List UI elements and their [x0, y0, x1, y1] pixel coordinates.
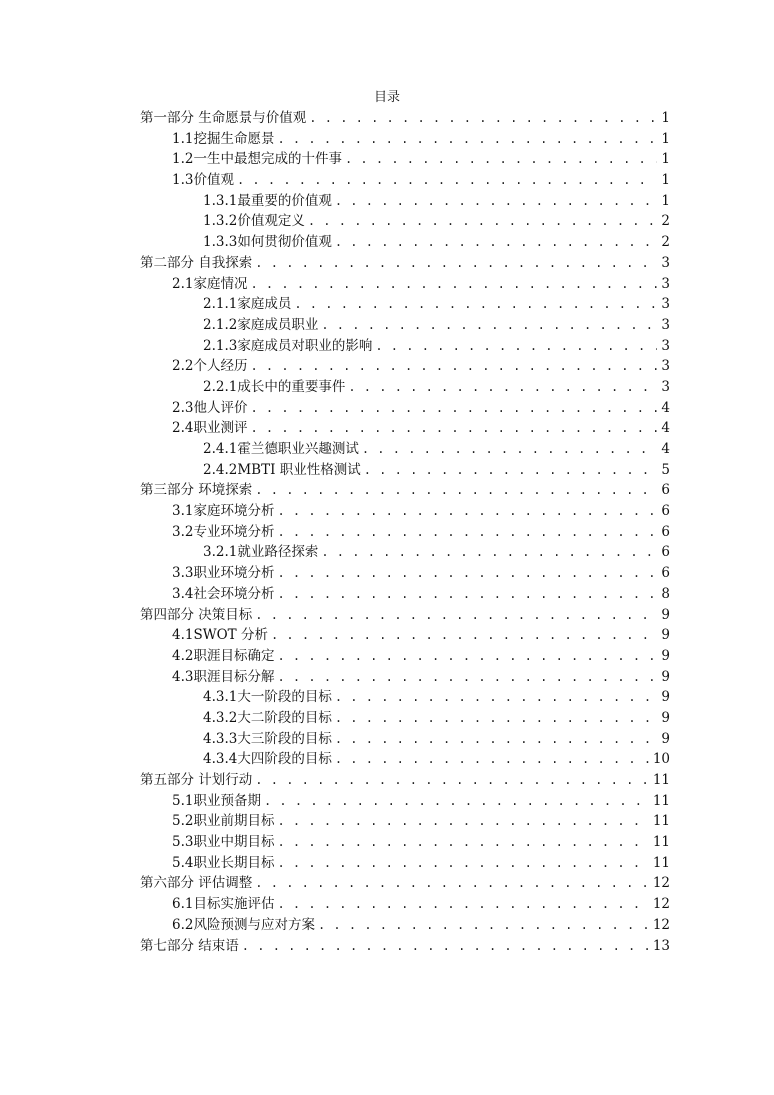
toc-entry-page-number: 4 — [661, 441, 670, 457]
dot-leader — [348, 377, 657, 398]
toc-entry[interactable] — [140, 274, 670, 295]
toc-entry-title: 2.2个人经历 — [172, 358, 248, 375]
toc-entry[interactable] — [140, 377, 670, 398]
toc-entry[interactable] — [140, 129, 670, 150]
dot-leader — [271, 625, 657, 646]
toc-entry-page-number: 11 — [652, 792, 670, 809]
toc-entry-page-number: 2 — [661, 213, 670, 230]
toc-entry-page-number: 3 — [661, 337, 670, 354]
toc-entry[interactable] — [140, 398, 670, 419]
toc-entry[interactable] — [140, 542, 670, 563]
toc-entry-title: 第一部分 生命愿景与价值观 — [140, 110, 307, 126]
toc-entry-page-number: 12 — [652, 916, 670, 933]
toc-entry-page-number: 3 — [661, 296, 670, 313]
toc-entry-title: 1.3价值观 — [172, 172, 234, 189]
toc-entry[interactable] — [140, 873, 670, 894]
toc-entry-title: 3.3职业环境分析 — [172, 565, 275, 582]
toc-entry-title: 5.3职业中期目标 — [172, 834, 275, 851]
dot-leader — [308, 211, 657, 232]
toc-entry[interactable] — [140, 480, 670, 501]
dot-leader — [277, 563, 657, 584]
toc-entry[interactable] — [140, 749, 670, 770]
dot-leader — [294, 294, 657, 315]
toc-entry[interactable] — [140, 191, 670, 212]
toc-entry-page-number: 11 — [652, 834, 670, 851]
dot-leader — [335, 687, 657, 708]
toc-entry-page-number: 3 — [661, 254, 670, 271]
toc-entry-title: 4.3.1大一阶段的目标 — [203, 689, 332, 706]
toc-entry-page-number: 1 — [661, 110, 670, 126]
dot-leader — [277, 646, 657, 667]
toc-entry-page-number: 12 — [652, 896, 670, 913]
toc-entry[interactable] — [140, 336, 670, 357]
dot-leader — [255, 770, 650, 791]
toc-entry-page-number: 6 — [661, 565, 670, 582]
dot-leader — [277, 832, 649, 853]
toc-entry-title: 1.3.1最重要的价值观 — [203, 192, 332, 209]
toc-entry-page-number: 6 — [661, 544, 670, 561]
dot-leader — [255, 605, 657, 626]
toc-entry-title: 5.1职业预备期 — [172, 792, 261, 809]
toc-entry[interactable] — [140, 315, 670, 336]
toc-entry-page-number: 3 — [661, 358, 670, 375]
dot-leader — [255, 253, 657, 274]
toc-entry[interactable] — [140, 770, 670, 791]
toc-entry-title: 2.1家庭情况 — [172, 275, 248, 292]
toc-entry[interactable] — [140, 708, 670, 729]
toc-entry-page-number: 3 — [661, 316, 670, 333]
toc-entry-title: 5.2职业前期目标 — [172, 813, 275, 830]
toc-entry-title: 第五部分 计划行动 — [140, 772, 253, 788]
dot-leader — [364, 460, 657, 481]
toc-entry-title: 4.3.2大二阶段的目标 — [203, 709, 332, 726]
toc-entry-title: 1.2一生中最想完成的十件事 — [172, 151, 342, 168]
dot-leader — [335, 729, 657, 750]
dot-leader — [237, 170, 657, 191]
dot-leader — [250, 398, 657, 419]
toc-entry-page-number: 8 — [661, 585, 670, 602]
toc-entry[interactable] — [140, 232, 670, 253]
dot-leader — [264, 791, 650, 812]
toc-entry[interactable] — [140, 501, 670, 522]
toc-entry-page-number: 9 — [661, 627, 670, 644]
toc-entry-page-number: 9 — [661, 709, 670, 726]
toc-entry[interactable] — [140, 811, 670, 832]
toc-entry[interactable] — [140, 791, 670, 812]
toc-entry-page-number: 11 — [652, 813, 670, 830]
toc-entry-title: 1.3.2价值观定义 — [203, 213, 305, 230]
toc-entry-title: 3.2.1就业路径探索 — [203, 544, 319, 561]
table-of-contents — [140, 108, 670, 956]
toc-entry-title: 4.3.3大三阶段的目标 — [203, 730, 332, 747]
toc-entry-title: 5.4职业长期目标 — [172, 854, 275, 871]
toc-entry[interactable] — [140, 894, 670, 915]
toc-entry-title: 4.2职涯目标确定 — [172, 647, 275, 664]
dot-leader — [277, 584, 657, 605]
toc-entry-page-number: 9 — [661, 689, 670, 706]
toc-entry-title: 6.1目标实施评估 — [172, 896, 275, 913]
dot-leader — [335, 191, 657, 212]
dot-leader — [277, 894, 649, 915]
toc-entry-page-number: 9 — [661, 647, 670, 664]
toc-entry-page-number: 9 — [661, 730, 670, 747]
toc-entry-title: 第四部分 决策目标 — [140, 606, 253, 623]
dot-leader — [277, 129, 657, 150]
toc-entry-page-number: 5 — [661, 461, 670, 478]
toc-entry-page-number: 3 — [661, 275, 670, 292]
toc-entry-title: 4.1SWOT 分析 — [172, 627, 268, 644]
toc-entry[interactable] — [140, 625, 670, 646]
toc-entry-title: 2.4.2MBTI 职业性格测试 — [203, 461, 361, 478]
toc-entry-title: 3.1家庭环境分析 — [172, 503, 275, 520]
dot-leader — [277, 811, 649, 832]
dot-leader — [309, 108, 657, 129]
toc-entry-title: 2.1.1家庭成员 — [203, 296, 292, 313]
dot-leader — [277, 667, 657, 688]
toc-entry[interactable] — [140, 439, 670, 460]
toc-entry-title: 2.1.3家庭成员对职业的影响 — [203, 337, 373, 354]
toc-entry-page-number: 6 — [661, 523, 670, 540]
toc-entry-title: 1.3.3如何贯彻价值观 — [203, 234, 332, 251]
dot-leader — [250, 418, 657, 439]
dot-leader — [242, 936, 650, 957]
dot-leader — [362, 439, 657, 460]
toc-entry[interactable] — [140, 563, 670, 584]
toc-entry[interactable] — [140, 605, 670, 626]
toc-entry-page-number: 9 — [661, 606, 670, 623]
toc-entry[interactable] — [140, 832, 670, 853]
toc-entry[interactable] — [140, 915, 670, 936]
toc-entry[interactable] — [140, 253, 670, 274]
dot-leader — [318, 915, 650, 936]
dot-leader — [277, 853, 649, 874]
toc-entry[interactable] — [140, 460, 670, 481]
toc-entry-title: 4.3.4大四阶段的目标 — [203, 751, 332, 768]
toc-entry[interactable] — [140, 149, 670, 170]
toc-entry-title: 4.3职涯目标分解 — [172, 668, 275, 685]
page-title: 目录 — [373, 90, 400, 105]
dot-leader — [250, 274, 657, 295]
toc-entry[interactable] — [140, 687, 670, 708]
toc-entry[interactable] — [140, 853, 670, 874]
toc-entry-page-number: 1 — [661, 192, 670, 209]
toc-entry[interactable] — [140, 170, 670, 191]
toc-entry[interactable] — [140, 584, 670, 605]
toc-entry-page-number: 9 — [661, 668, 670, 685]
toc-entry-title: 3.2专业环境分析 — [172, 523, 275, 540]
dot-leader — [321, 542, 657, 563]
toc-entry-title: 2.3他人评价 — [172, 399, 248, 416]
toc-entry-title: 第七部分 结束语 — [140, 937, 239, 954]
toc-entry[interactable] — [140, 667, 670, 688]
dot-leader — [335, 708, 657, 729]
toc-entry[interactable] — [140, 522, 670, 543]
toc-entry-page-number: 1 — [661, 172, 670, 189]
toc-entry-title: 3.4社会环境分析 — [172, 585, 275, 602]
toc-entry-page-number: 6 — [661, 503, 670, 520]
toc-entry[interactable] — [140, 729, 670, 750]
dot-leader — [255, 480, 657, 501]
toc-entry[interactable] — [140, 356, 670, 377]
toc-entry-page-number: 1 — [661, 151, 670, 168]
toc-entry-page-number: 3 — [661, 378, 670, 395]
dot-leader — [375, 336, 657, 357]
toc-entry-title: 第六部分 评估调整 — [140, 875, 253, 892]
toc-entry[interactable] — [140, 294, 670, 315]
toc-entry-title: 2.2.1成长中的重要事件 — [203, 378, 346, 395]
dot-leader — [321, 315, 657, 336]
toc-entry-page-number: 13 — [652, 937, 670, 954]
toc-entry-title: 6.2风险预测与应对方案 — [172, 916, 315, 933]
toc-entry[interactable] — [140, 211, 670, 232]
toc-entry-title: 2.1.2家庭成员职业 — [203, 316, 319, 333]
toc-entry-title: 2.4.1霍兰德职业兴趣测试 — [203, 441, 359, 457]
toc-entry-title: 1.1挖掘生命愿景 — [172, 130, 275, 147]
dot-leader — [277, 522, 657, 543]
toc-entry-page-number: 11 — [652, 772, 670, 788]
toc-entry-page-number: 10 — [652, 751, 670, 768]
dot-leader — [250, 356, 657, 377]
toc-entry[interactable] — [140, 418, 670, 439]
toc-entry-title: 2.4职业测评 — [172, 420, 248, 437]
toc-entry[interactable] — [140, 108, 670, 129]
dot-leader — [335, 232, 657, 253]
toc-entry-page-number: 2 — [661, 234, 670, 251]
toc-entry[interactable] — [140, 646, 670, 667]
dot-leader — [335, 749, 650, 770]
dot-leader — [255, 873, 650, 894]
toc-entry-page-number: 4 — [661, 420, 670, 437]
toc-entry-page-number: 6 — [661, 482, 670, 499]
toc-entry-page-number: 4 — [661, 399, 670, 416]
toc-entry-title: 第二部分 自我探索 — [140, 254, 253, 271]
dot-leader — [277, 501, 657, 522]
dot-leader — [345, 149, 657, 170]
toc-entry-title: 第三部分 环境探索 — [140, 482, 253, 499]
toc-entry-page-number: 1 — [661, 130, 670, 147]
toc-entry[interactable] — [140, 936, 670, 957]
toc-entry-page-number: 11 — [652, 854, 670, 871]
toc-entry-page-number: 12 — [652, 875, 670, 892]
